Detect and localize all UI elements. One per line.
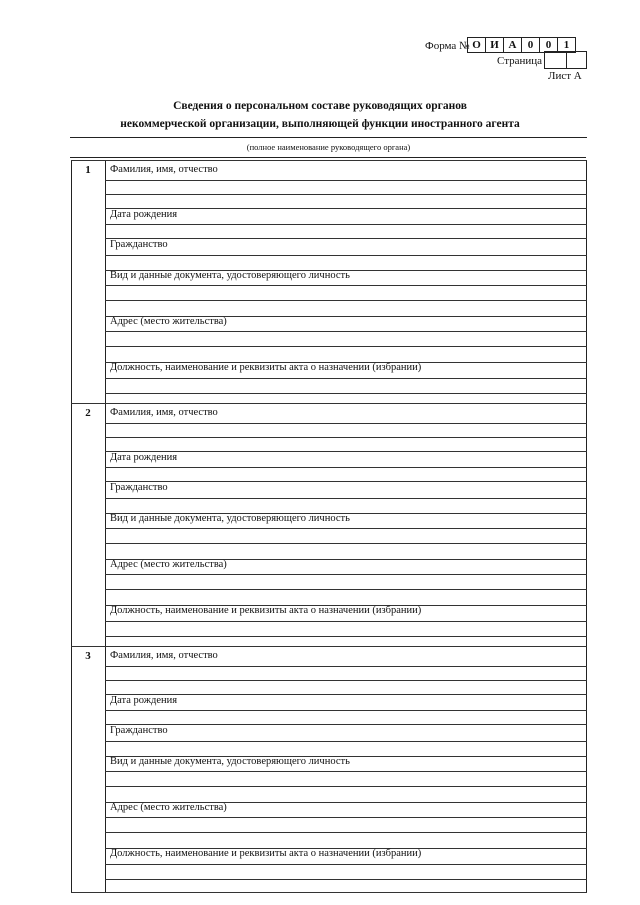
field-row-line [105, 786, 587, 787]
field-row-line [105, 636, 587, 637]
field-row-line [105, 285, 587, 286]
field-row-line [105, 589, 587, 590]
field-label: Гражданство [110, 239, 168, 250]
field-row-line [105, 879, 587, 880]
field-row-line [105, 393, 587, 394]
field-label: Дата рождения [110, 209, 178, 220]
field-row-line [105, 694, 587, 695]
field-label: Дата рождения [110, 695, 178, 706]
field-label: Вид и данные документа, удостоверяющего личность [110, 756, 350, 767]
person-number: 2 [85, 407, 91, 419]
field-row-line [105, 574, 587, 575]
field-label: Гражданство [110, 482, 168, 493]
field-label: Вид и данные документа, удостоверяющего личность [110, 513, 350, 524]
field-row-line [105, 771, 587, 772]
sheet-label: Лист А [548, 70, 582, 82]
field-label: Фамилия, имя, отчество [110, 164, 218, 175]
page-label: Страница [497, 55, 543, 67]
field-row-line [105, 238, 587, 239]
field-row-line [105, 180, 587, 181]
field-row-line [105, 331, 587, 332]
table-border-top [71, 160, 587, 161]
field-label: Адрес (место жительства) [110, 559, 227, 570]
title-line-2: некоммерческой организации, выполняющей функции иностранного агента [120, 118, 520, 130]
form-code-cell: И [485, 37, 504, 53]
field-label: Должность, наименование и реквизиты акта о назначении (избрании) [110, 605, 422, 616]
field-row-line [105, 741, 587, 742]
field-label: Дата рождения [110, 452, 178, 463]
field-row-line [105, 864, 587, 865]
field-row-line [105, 680, 587, 681]
person-number: 3 [85, 650, 91, 662]
form-code-cell: О [467, 37, 486, 53]
field-row-line [105, 832, 587, 833]
person-block-divider [71, 646, 587, 647]
field-label: Вид и данные документа, удостоверяющего личность [110, 270, 350, 281]
field-row-line [105, 378, 587, 379]
field-row-line [105, 437, 587, 438]
field-label: Должность, наименование и реквизиты акта о назначении (избрании) [110, 362, 422, 373]
field-row-line [105, 224, 587, 225]
field-row-line [105, 208, 587, 209]
field-row-line [105, 346, 587, 347]
field-label: Должность, наименование и реквизиты акта о назначении (избрании) [110, 848, 422, 859]
field-label: Адрес (место жительства) [110, 316, 227, 327]
field-row-line [105, 467, 587, 468]
field-label: Адрес (место жительства) [110, 802, 227, 813]
field-row-line [105, 817, 587, 818]
form-number-label: Форма № [425, 40, 470, 52]
field-row-line [105, 451, 587, 452]
field-row-line [105, 528, 587, 529]
form-code-cell: 0 [521, 37, 540, 53]
field-label: Фамилия, имя, отчество [110, 650, 218, 661]
field-label: Гражданство [110, 725, 168, 736]
field-row-line [105, 666, 587, 667]
title-line-1: Сведения о персональном составе руководящих органов [173, 100, 467, 112]
field-row-line [105, 255, 587, 256]
field-row-line [105, 423, 587, 424]
field-row-line [105, 724, 587, 725]
form-code-cell: А [503, 37, 522, 53]
person-block-divider [71, 403, 587, 404]
person-number: 1 [85, 164, 91, 176]
table-border-left [71, 160, 72, 893]
field-row-line [105, 498, 587, 499]
document-title [60, 97, 580, 133]
organ-name-line [70, 137, 587, 138]
field-row-line [105, 543, 587, 544]
organ-name-caption: (полное наименование руководящего органа) [246, 142, 411, 152]
field-label: Фамилия, имя, отчество [110, 407, 218, 418]
organ-caption-underline [70, 157, 586, 158]
field-row-line [105, 194, 587, 195]
form-code-cell: 1 [557, 37, 576, 53]
table-border-bottom [71, 892, 587, 893]
page-box-divider [566, 51, 567, 69]
field-row-line [105, 481, 587, 482]
field-row-line [105, 621, 587, 622]
field-row-line [105, 300, 587, 301]
field-row-line [105, 710, 587, 711]
form-code-cell: 0 [539, 37, 558, 53]
persons-table [71, 160, 587, 893]
